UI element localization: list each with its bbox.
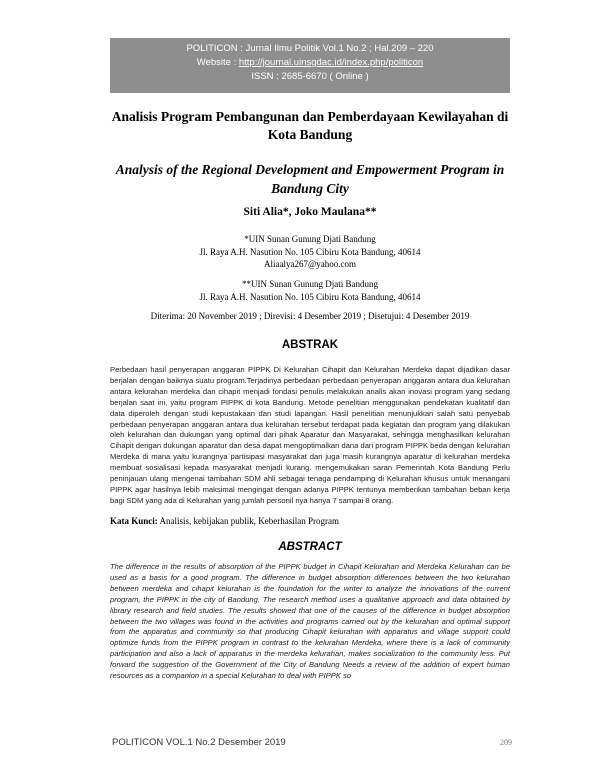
website-line xyxy=(110,56,510,70)
journal-line: POLITICON : Jurnal Ilmu Politik Vol.1 No.2 ; Hal.209 – 220 xyxy=(186,43,434,54)
keywords-label: Kata Kunci: xyxy=(110,516,158,526)
affiliation-2-institution: **UIN Sunan Gunung Djati Bandung xyxy=(242,279,378,289)
affiliation-2-address: Jl. Raya A.H. Nasution No. 105 Cibiru Kota Bandung, 40614 xyxy=(199,291,421,302)
title-english: Analysis of the Regional Development and Empowerment Program in Bandung City xyxy=(115,162,505,196)
title-indonesian: Analisis Program Pembangunan dan Pemberdayaan Kewilayahan di Kota Bandung xyxy=(111,109,509,142)
abstrak-body: Perbedaan hasil penyerapan anggaran PIPPK Di Kelurahan Cihapit dan Kelurahan Merdeka dapat dijadikan dasar berjalan dengan baiknya suatu program.Terjadinya perbedaan perbedaan penyerapan anggaran antara dua kelurahan antara kelurahan merdeka dan cihapit menjadi fondasi penulis melakukan analis akan inovasi program yang sedang berjalan saat ini, yaitu program PIPPK di kota Bandung. Metode penelitian menggunakan pendekatan kualitatif dan data diperoleh dengan studi kepustakaan dan studi lapangan. Hasil penelitian menunjukkan salah satu penyebab perbedaan penyerapan anggaran antara dua kelurahan tersebut terdapat pada kegiatan dan program yang dilakukan oleh kelurahan dan dukungan yang optimal dari pihak Aparatur dan Masyarakat, sehingga menghasilkan kelurahan Cihapit dengan dukungan aparatur dan desa dapat mengoptimalkan dana dari program PIPPK beda dengan kelurahan Merdeka di mana yaitu kurangnya partisipasi masyarakat dan juga masih kurangnya aparatur di kelurahan merdeka membuat sosialisasi kepada masyarakat menjadi kurang. mengemukakan saran Pemerintah Kota Bandung Perlu peninjauan ulang mengenai tambahan SDM ahli sebagai tenaga pendamping di Kelurahan khusus untuk menangani PIPPK agar hasilnya lebih maksimal mengingat dengan adanya PIPPK tentunya memberikan tambahan beban kerja bagi SDM yang ada di Kelurahan yang jumlah personil nya hanya 7 sampai 8 orang. xyxy=(110,365,510,505)
abstrak-heading: ABSTRAK xyxy=(281,339,339,351)
abstract-body: The difference in the results of absorption of the PIPPK budget in Cihapit Kelurahan and Merdeka Kelurahan can be used as a basis for a good program. The difference in budget absorption differences between the two kelurahan between merdeka and cihapit kelurahan is the foundation for the writer to analyze the innovations of the current program, the PIPPK in the city of Bandung. The research method uses a qualitative approach and data obtained by library research and field studies. The results showed that one of the causes of the difference in budget absorption between the two villages was found in the activities and programs carried out by the kelurahan and optimal support from the apparatus and community so that producing Cihapit kelurahan with apparatus and village support could optimize funds from the PIPPK program in contrast to the kelurahan Merdeka, where there is a lack of community participation and also a lack of apparatus in the merdeka kelurahan, makes socialization to the community less. Put forward the suggestion of the Government of the City of Bandung Needs a review of the addition of expert human resources as a companion in a special Kelurahan to deal with PIPPK so xyxy=(110,562,510,681)
issn-line: ISSN : 2685-6670 ( Online ) xyxy=(251,71,369,82)
journal-header xyxy=(110,38,510,93)
website-link[interactable]: http://journal.uinsgdac.id/index.php/politicon xyxy=(238,57,424,68)
abstract-heading: ABSTRACT xyxy=(278,541,342,553)
submission-dates: Diterima: 20 November 2019 ; Direvisi: 4 Desember 2019 ; Disetujui: 4 Desember 2019 xyxy=(150,311,470,321)
footer-journal: POLITICON VOL.1 No.2 Desember 2019 xyxy=(112,737,286,748)
affiliation-1-institution: *UIN Sunan Gunung Djati Bandung xyxy=(244,234,376,244)
authors: Siti Alia*, Joko Maulana** xyxy=(243,206,377,218)
website-label: Website : xyxy=(196,57,239,68)
affiliation-1-email: Aliaalya267@yahoo.com xyxy=(263,259,356,269)
keywords-text: Analisis, kebijakan publik, Keberhasilan Program xyxy=(157,516,339,526)
affiliation-1-address: Jl. Raya A.H. Nasution No. 105 Cibiru Kota Bandung, 40614 xyxy=(199,246,421,257)
affiliation-2 xyxy=(105,278,515,303)
page-number: 209 xyxy=(500,738,512,747)
affiliation-1 xyxy=(105,233,515,271)
keywords xyxy=(110,516,510,526)
